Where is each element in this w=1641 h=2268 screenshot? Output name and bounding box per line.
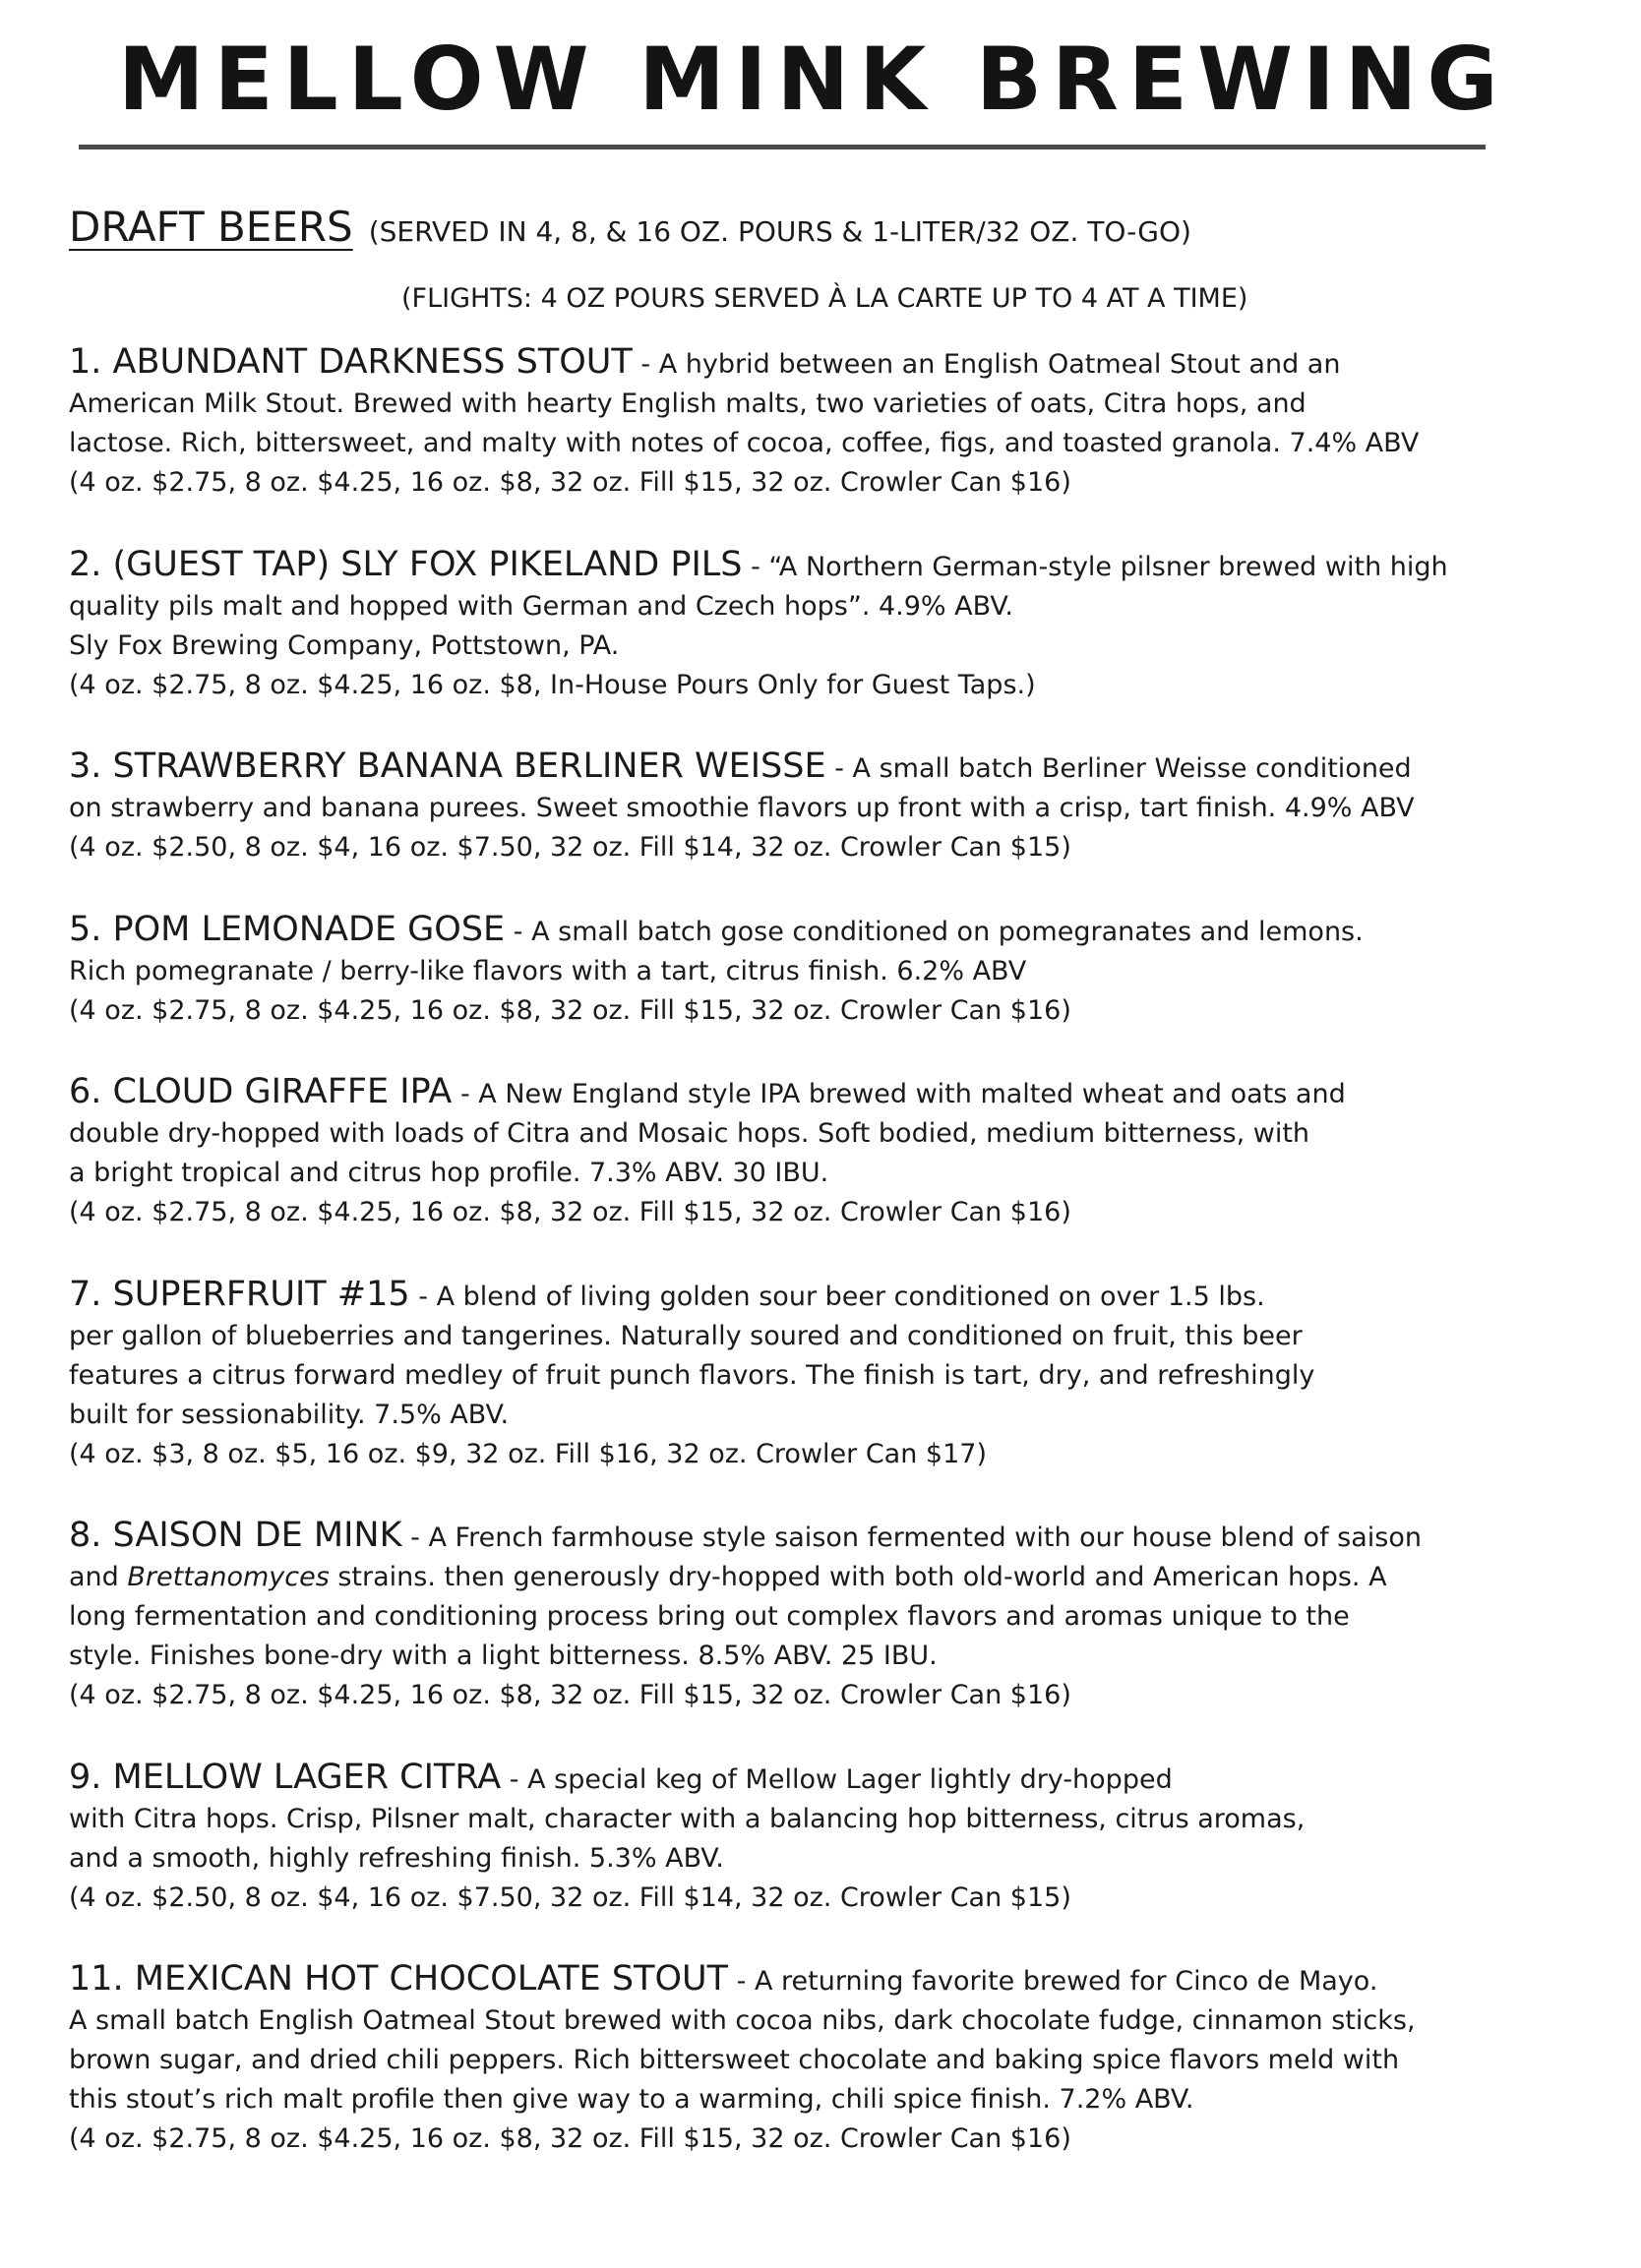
beer-description-line: and a smooth, highly refreshing finish. 5.3% ABV. [69,1842,724,1874]
beer-item: 3. STRAWBERRY BANANA BERLINER WEISSE - A small batch Berliner Weisse conditioned on strawberry and banana purees. Sweet smoothie flavors up front with a crisp, tart finish. 4.9% ABV (4 oz. $2.50, 8 oz. $4, 16 oz. $7.50, 32 oz. Fill $14, 32 oz. Crowler Can $15) [69,746,1604,867]
beer-name: 5. POM LEMONADE GOSE [69,909,506,949]
beer-description-lead: “A Northern German-style pilsner brewed with high [768,551,1448,582]
text-segment: and [69,1562,128,1592]
beer-prices: (4 oz. $3, 8 oz. $5, 16 oz. $9, 32 oz. Fill $16, 32 oz. Crowler Can $17) [69,1438,987,1469]
beer-description-line: this stout’s rich malt profile then give way to a warming, chili spice finish. 7.2% ABV. [69,2084,1194,2115]
brand-title: MELLOW MINK BREWING [118,29,1508,130]
text-segment: strains. then generously dry-hopped with both old-world and American hops. A [329,1562,1387,1592]
beer-description-line: a bright tropical and citrus hop profile. 7.3% ABV. 30 IBU. [69,1158,829,1188]
italic-term: Brettanomyces [127,1562,330,1592]
beer-prices: (4 oz. $2.75, 8 oz. $4.25, 16 oz. $8, In-House Pours Only for Guest Taps.) [69,669,1036,700]
beer-description-lead: A French farmhouse style saison fermented with our house blend of saison [428,1522,1422,1553]
section-subtitle: (SERVED IN 4, 8, & 16 OZ. POURS & 1-LITER/32 OZ. TO-GO) [368,215,1191,248]
beer-description-line: long fermentation and conditioning process bring out complex flavors and aromas unique to the [69,1601,1350,1632]
beer-prices: (4 oz. $2.75, 8 oz. $4.25, 16 oz. $8, 32 oz. Fill $15, 32 oz. Crowler Can $16) [69,467,1071,498]
beer-description-line: brown sugar, and dried chili peppers. Rich bittersweet chocolate and baking spice flavors meld with [69,2045,1400,2075]
beer-prices: (4 oz. $2.75, 8 oz. $4.25, 16 oz. $8, 32 oz. Fill $15, 32 oz. Crowler Can $16) [69,994,1071,1026]
beer-item: 11. MEXICAN HOT CHOCOLATE STOUT - A returning favorite brewed for Cinco de Mayo. A small batch English Oatmeal Stout brewed with cocoa nibs, dark chocolate fudge, cinnamon sticks, brown sugar, and dried chili peppers. Rich bittersweet chocolate and baking spice flavors meld with this stout’s rich malt profile then give way to a warming, chili spice finish. 7.2% ABV. (4 oz. $2.75, 8 oz. $4.25, 16 oz. $8, 32 oz. Fill $15, 32 oz. Crowler Can $16) [69,1959,1604,2159]
beer-list [69,342,1604,2201]
beer-description-lead: A returning favorite brewed for Cinco de Mayo. [754,1966,1378,1997]
beer-name: 8. SAISON DE MINK [69,1516,402,1555]
beer-description-lead: A hybrid between an English Oatmeal Stout and an [658,349,1341,380]
beer-description-line: double dry-hopped with loads of Citra and Mosaic hops. Soft bodied, medium bitterness, with [69,1118,1310,1149]
beer-description-line: features a citrus forward medley of fruit punch flavors. The finish is tart, dry, and refreshingly [69,1359,1315,1391]
beer-item: 2. (GUEST TAP) SLY FOX PIKELAND PILS - “A Northern German-style pilsner brewed with high quality pils malt and hopped with German and Czech hops”. 4.9% ABV. Sly Fox Brewing Company, Pottstown, PA. (4 oz. $2.75, 8 oz. $4.25, 16 oz. $8, In-House Pours Only for Guest Taps.) [69,545,1604,705]
beer-description-lead: A special keg of Mellow Lager lightly dry-hopped [527,1763,1173,1795]
beer-description-line [69,1558,1604,1597]
beer-name: 6. CLOUD GIRAFFE IPA [69,1072,453,1111]
header-divider [79,145,1486,149]
beer-item: 8. SAISON DE MINK - A French farmhouse style saison fermented with our house blend of saison and Brettanomyces strains. then generously dry-hopped with both old-world and American hops. A long fermentation and conditioning process bring out complex flavors and aromas unique to the style. Finishes bone-dry with a light bitterness. 8.5% ABV. 25 IBU. (4 oz. $2.75, 8 oz. $4.25, 16 oz. $8, 32 oz. Fill $15, 32 oz. Crowler Can $16) [69,1516,1604,1715]
section-header [69,203,1191,251]
beer-prices: (4 oz. $2.50, 8 oz. $4, 16 oz. $7.50, 32 oz. Fill $14, 32 oz. Crowler Can $15) [69,1881,1071,1913]
beer-prices: (4 oz. $2.50, 8 oz. $4, 16 oz. $7.50, 32 oz. Fill $14, 32 oz. Crowler Can $15) [69,832,1071,863]
beer-name: 11. MEXICAN HOT CHOCOLATE STOUT [69,1959,729,1999]
beer-description-line: with Citra hops. Crisp, Pilsner malt, character with a balancing hop bitterness, citrus aromas, [69,1803,1306,1834]
beer-description-line: built for sessionability. 7.5% ABV. [69,1399,510,1430]
beer-description-line: style. Finishes bone-dry with a light bitterness. 8.5% ABV. 25 IBU. [69,1641,938,1671]
beer-description-line: per gallon of blueberries and tangerines. Naturally soured and conditioned on fruit, this beer [69,1320,1303,1351]
beer-name: 3. STRAWBERRY BANANA BERLINER WEISSE [69,746,826,786]
beer-prices: (4 oz. $2.75, 8 oz. $4.25, 16 oz. $8, 32 oz. Fill $15, 32 oz. Crowler Can $16) [69,1680,1071,1710]
beer-description-line: Sly Fox Brewing Company, Pottstown, PA. [69,629,620,661]
beer-description-lead: A small batch gose conditioned on pomegranates and lemons. [531,916,1364,947]
beer-item: 7. SUPERFRUIT #15 - A blend of living golden sour beer conditioned on over 1.5 lbs. per gallon of blueberries and tangerines. Naturally soured and conditioned on fruit, this beer features a citrus forward medley of fruit punch flavors. The finish is tart, dry, and refreshingly built for sessionability. 7.5% ABV. (4 oz. $3, 8 oz. $5, 16 oz. $9, 32 oz. Fill $16, 32 oz. Crowler Can $17) [69,1275,1604,1474]
beer-description-line: Rich pomegranate / berry-like flavors with a tart, citrus finish. 6.2% ABV [69,955,1027,986]
beer-description-line: quality pils malt and hopped with German and Czech hops”. 4.9% ABV. [69,590,1013,622]
beer-name: 9. MELLOW LAGER CITRA [69,1757,502,1797]
beer-description-lead: A New England style IPA brewed with malted wheat and oats and [478,1079,1346,1109]
beer-description-line: American Milk Stout. Brewed with hearty English malts, two varieties of oats, Citra hops, and [69,388,1307,419]
beer-description-line: A small batch English Oatmeal Stout brewed with cocoa nibs, dark chocolate fudge, cinnamon sticks, [69,2005,1416,2036]
beer-prices: (4 oz. $2.75, 8 oz. $4.25, 16 oz. $8, 32 oz. Fill $15, 32 oz. Crowler Can $16) [69,1197,1071,1227]
beer-item: 1. ABUNDANT DARKNESS STOUT - A hybrid between an English Oatmeal Stout and an American Milk Stout. Brewed with hearty English malts, two varieties of oats, Citra hops, and lactose. Rich, bittersweet, and malty with notes of cocoa, coffee, figs, and toasted granola. 7.4% ABV (4 oz. $2.75, 8 oz. $4.25, 16 oz. $8, 32 oz. Fill $15, 32 oz. Crowler Can $16) [69,342,1604,503]
beer-prices: (4 oz. $2.75, 8 oz. $4.25, 16 oz. $8, 32 oz. Fill $15, 32 oz. Crowler Can $16) [69,2123,1071,2154]
beer-description-lead: A blend of living golden sour beer conditioned on over 1.5 lbs. [436,1281,1265,1312]
beer-description-line: on strawberry and banana purees. Sweet smoothie flavors up front with a crisp, tart finish. 4.9% ABV [69,793,1415,823]
beer-description-lead: A small batch Berliner Weisse conditioned [852,753,1412,784]
beer-name: 1. ABUNDANT DARKNESS STOUT [69,342,633,382]
beer-name: 2. (GUEST TAP) SLY FOX PIKELAND PILS [69,544,743,584]
beer-item: 6. CLOUD GIRAFFE IPA - A New England style IPA brewed with malted wheat and oats and double dry-hopped with loads of Citra and Mosaic hops. Soft bodied, medium bitterness, with a bright tropical and citrus hop profile. 7.3% ABV. 30 IBU. (4 oz. $2.75, 8 oz. $4.25, 16 oz. $8, 32 oz. Fill $15, 32 oz. Crowler Can $16) [69,1072,1604,1232]
beer-item: 9. MELLOW LAGER CITRA - A special keg of Mellow Lager lightly dry-hopped with Citra hops. Crisp, Pilsner malt, character with a balancing hop bitterness, citrus aromas, and a smooth, highly refreshing finish. 5.3% ABV. (4 oz. $2.50, 8 oz. $4, 16 oz. $7.50, 32 oz. Fill $14, 32 oz. Crowler Can $15) [69,1758,1604,1918]
beer-name: 7. SUPERFRUIT #15 [69,1274,410,1314]
section-title: DRAFT BEERS [69,203,353,251]
beer-item: 5. POM LEMONADE GOSE - A small batch gose conditioned on pomegranates and lemons. Rich pomegranate / berry-like flavors with a tart, citrus finish. 6.2% ABV (4 oz. $2.75, 8 oz. $4.25, 16 oz. $8, 32 oz. Fill $15, 32 oz. Crowler Can $16) [69,910,1604,1031]
flights-note: (FLIGHTS: 4 OZ POURS SERVED À LA CARTE UP TO 4 AT A TIME) [401,283,1248,314]
beer-description-line: lactose. Rich, bittersweet, and malty with notes of cocoa, coffee, figs, and toasted granola. 7.4% ABV [69,428,1420,458]
